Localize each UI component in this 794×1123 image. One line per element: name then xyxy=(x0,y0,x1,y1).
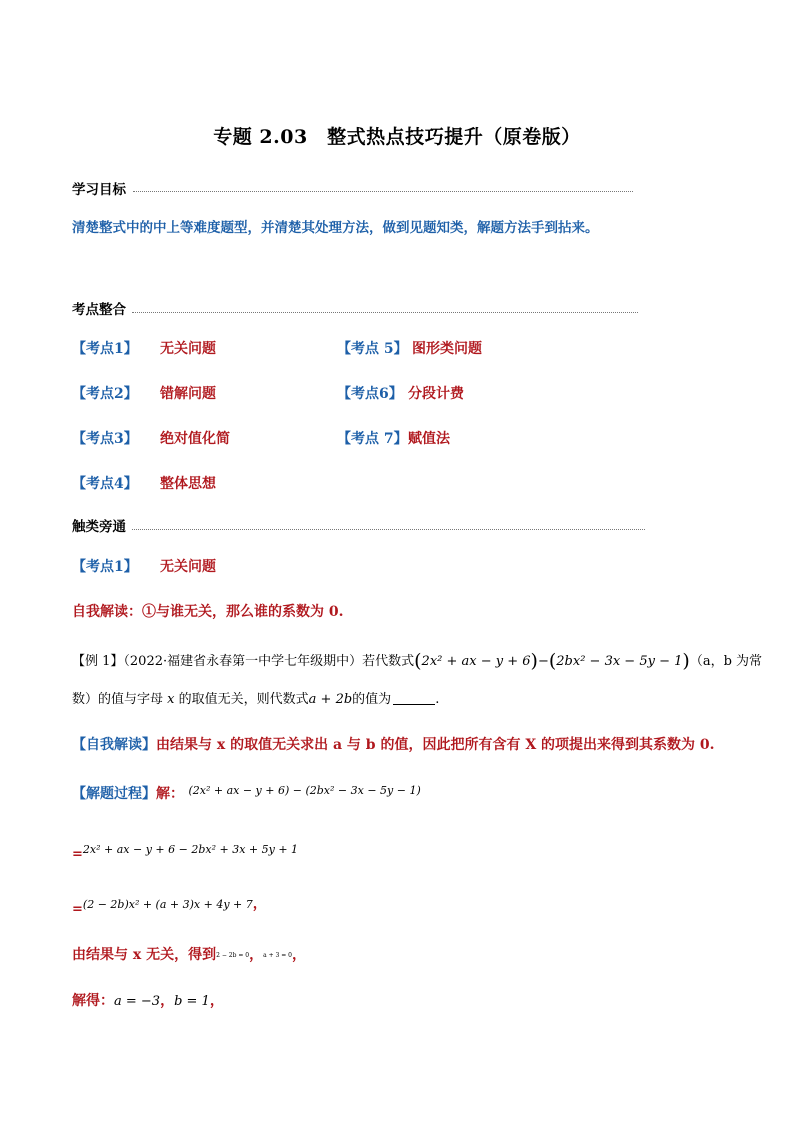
analysis-line xyxy=(72,734,715,754)
kaodian-7-tag: 【考点 7】 xyxy=(337,431,408,447)
kaodian-4-tag: 【考点4】 xyxy=(72,476,138,492)
kaodian-6-name: 分段计费 xyxy=(408,386,464,402)
solution-line5-end: ， xyxy=(209,993,224,1009)
solution-line4-sep: ， xyxy=(249,947,264,963)
example-var-x: x xyxy=(167,692,175,707)
solution-expr-2: 2x² + ax − y + 6 − 2bx² + 3x + 5y + 1 xyxy=(82,843,299,856)
kaodian-2-tag: 【考点2】 xyxy=(72,386,138,402)
kaodian-divider xyxy=(132,311,638,313)
solution-lead: 解： xyxy=(156,786,184,802)
solution-eq-1: = xyxy=(72,847,83,862)
example-line2-expr: a + 2b xyxy=(308,692,353,707)
example-tail: （a，b 为常 xyxy=(689,654,763,669)
kaodian-3-tag: 【考点3】 xyxy=(72,431,138,447)
example-line2-end: . xyxy=(435,692,440,707)
example-label: 【例 1】 xyxy=(72,654,124,669)
solution-line5-sep: ， xyxy=(160,993,175,1009)
kaodian-6-tag: 【考点6】 xyxy=(337,386,403,402)
solution-line5-text: 解得： xyxy=(72,993,114,1009)
goals-text: 清楚整式中的中上等难度题型，并清楚其处理方法，做到见题知类，解题方法手到拈来。 xyxy=(72,220,599,236)
chulei-heading: 触类旁通 xyxy=(72,519,126,535)
solution-line-1 xyxy=(72,783,421,803)
kaodian-5-tag: 【考点 5】 xyxy=(337,341,408,357)
solution-line-3 xyxy=(72,893,267,917)
chulei-tag: 【考点1】 xyxy=(72,559,138,575)
solution-a: a = −3 xyxy=(114,994,161,1009)
kaodian-5-name: 图形类问题 xyxy=(412,341,482,357)
example-line-1 xyxy=(72,650,762,672)
example-source: （2022·福建省永春第一中学七年级期中）若代数式 xyxy=(123,654,415,669)
kaodian-3-name: 绝对值化简 xyxy=(160,431,230,447)
kaodian-1-name: 无关问题 xyxy=(160,341,216,357)
example-line-2 xyxy=(72,688,439,707)
analysis-tag: 【自我解读】 xyxy=(72,737,156,753)
example-line2-c: 的值为 xyxy=(352,692,392,707)
example-line2-a: 数）的值与字母 xyxy=(72,692,164,707)
solution-expr-1: (2x² + ax − y + 6) − (2bx² − 3x − 5y − 1) xyxy=(188,784,421,797)
example-line2-b: 的取值无关，则代数式 xyxy=(178,692,309,707)
kaodian-1-tag: 【考点1】 xyxy=(72,341,138,357)
solution-line4-end: ， xyxy=(292,947,306,963)
kaodian-2-name: 错解问题 xyxy=(160,386,216,402)
page-title: 专题 2.03 整式热点技巧提升（原卷版） xyxy=(213,126,581,148)
paren-close-2: ) xyxy=(682,650,690,672)
analysis-text: 由结果与 x 的取值无关求出 a 与 b 的值，因此把所有含有 X 的项提出来得到其系数为 0. xyxy=(156,737,715,753)
paren-open: ( xyxy=(414,650,422,672)
solution-eq-2: = xyxy=(72,902,83,917)
goals-divider xyxy=(133,190,633,192)
kaodian-heading: 考点整合 xyxy=(72,302,126,318)
paren-close: ) xyxy=(530,650,538,672)
solution-expr-3: (2 − 2b)x² + (a + 3)x + 4y + 7 xyxy=(82,898,253,911)
solution-line4-text: 由结果与 x 无关，得到 xyxy=(72,947,217,963)
goals-heading: 学习目标 xyxy=(72,182,126,198)
solution-line4-eq1: 2 − 2b = 0 xyxy=(216,952,250,959)
solution-tag: 【解题过程】 xyxy=(72,786,156,802)
self-read-note: 自我解读：①与谁无关，那么谁的系数为 0. xyxy=(72,604,344,620)
solution-line-4 xyxy=(72,944,306,964)
solution-line3-end: ， xyxy=(252,896,267,912)
example-minus: − xyxy=(537,654,549,669)
kaodian-7-name: 赋值法 xyxy=(408,431,450,447)
answer-blank xyxy=(393,692,435,705)
solution-line-5 xyxy=(72,990,224,1010)
example-expr-b: 2bx² − 3x − 5y − 1 xyxy=(556,654,683,669)
paren-open-2: ( xyxy=(548,650,557,672)
solution-line4-eq2: a + 3 = 0 xyxy=(263,952,292,959)
solution-line-2 xyxy=(72,838,298,862)
solution-b: b = 1 xyxy=(174,994,210,1009)
chulei-divider xyxy=(132,528,645,530)
kaodian-4-name: 整体思想 xyxy=(160,476,216,492)
example-expr-a: 2x² + ax − y + 6 xyxy=(421,654,531,669)
chulei-name: 无关问题 xyxy=(160,559,216,575)
